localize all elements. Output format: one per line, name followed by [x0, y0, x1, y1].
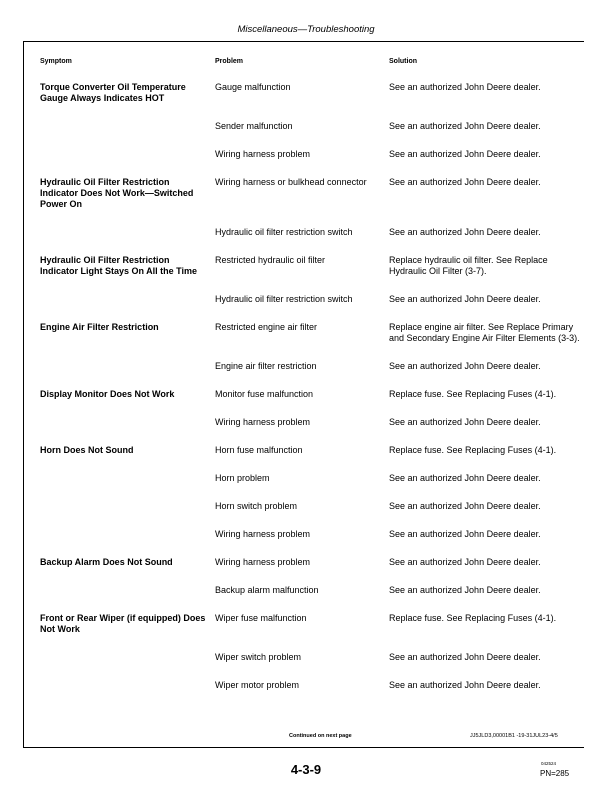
symptom-cell	[40, 417, 215, 428]
symptom-cell	[40, 361, 215, 372]
problem-cell: Wiring harness problem	[215, 417, 311, 427]
table-row	[40, 322, 584, 344]
page-number: 4-3-9	[290, 762, 322, 777]
table-row	[40, 149, 584, 160]
solution-cell: See an authorized John Deere dealer.	[389, 585, 541, 595]
column-header-solution: Solution	[389, 58, 417, 65]
problem-cell: Wiper fuse malfunction	[215, 613, 307, 623]
symptom-cell	[40, 501, 215, 512]
solution-cell: See an authorized John Deere dealer.	[389, 361, 541, 371]
solution-cell: See an authorized John Deere dealer.	[389, 529, 541, 539]
table-row	[40, 652, 584, 663]
document-code: JJ5JLD3,00001B1 -19-31JUL23-4/5	[470, 733, 558, 739]
solution-cell: See an authorized John Deere dealer.	[389, 557, 541, 567]
problem-cell: Sender malfunction	[215, 121, 293, 131]
symptom-cell	[40, 294, 215, 305]
symptom-cell: Backup Alarm Does Not Sound	[40, 557, 173, 567]
solution-cell: Replace fuse. See Replacing Fuses (4-1).	[389, 613, 557, 623]
problem-cell: Hydraulic oil filter restriction switch	[215, 294, 353, 304]
solution-cell: See an authorized John Deere dealer.	[389, 82, 541, 92]
symptom-cell	[40, 473, 215, 484]
problem-cell: Engine air filter restriction	[215, 361, 317, 371]
symptom-cell: Front or Rear Wiper (if equipped) Does Not Work	[40, 613, 206, 634]
solution-cell: See an authorized John Deere dealer.	[389, 417, 541, 427]
symptom-group	[40, 255, 584, 305]
table-row	[40, 529, 584, 540]
solution-cell: See an authorized John Deere dealer.	[389, 473, 541, 483]
page-pn: PN=285	[540, 769, 570, 778]
problem-cell: Wiper motor problem	[215, 680, 300, 690]
solution-cell: See an authorized John Deere dealer.	[389, 149, 541, 159]
symptom-group	[40, 557, 584, 596]
page-header-title: Miscellaneous—Troubleshooting	[237, 24, 375, 35]
problem-cell: Wiring harness or bulkhead connector	[215, 177, 367, 187]
table-row	[40, 121, 584, 132]
solution-cell: See an authorized John Deere dealer.	[389, 227, 541, 237]
symptom-cell: Hydraulic Oil Filter Restriction Indicator Light Stays On All the Time	[40, 255, 198, 276]
symptom-cell: Torque Converter Oil Temperature Gauge Always Indicates HOT	[40, 82, 186, 103]
table-row	[40, 255, 584, 277]
symptom-group	[40, 389, 584, 428]
solution-cell: See an authorized John Deere dealer.	[389, 501, 541, 511]
problem-cell: Backup alarm malfunction	[215, 585, 319, 595]
table-row	[40, 613, 584, 635]
symptom-cell	[40, 529, 215, 540]
symptom-group	[40, 82, 584, 160]
symptom-cell	[40, 227, 215, 238]
column-header-problem: Problem	[215, 58, 244, 65]
symptom-cell: Engine Air Filter Restriction	[40, 322, 159, 332]
table-row	[40, 680, 584, 691]
left-margin-rule	[23, 41, 24, 747]
symptom-cell: Horn Does Not Sound	[40, 445, 134, 455]
problem-cell: Wiring harness problem	[215, 529, 311, 539]
table-row	[40, 227, 584, 238]
solution-cell: See an authorized John Deere dealer.	[389, 680, 541, 690]
header-rule	[23, 41, 584, 42]
problem-cell: Horn problem	[215, 473, 270, 483]
problem-cell: Horn switch problem	[215, 501, 298, 511]
column-header-symptom: Symptom	[40, 58, 72, 65]
problem-cell: Restricted engine air filter	[215, 322, 318, 332]
symptom-cell	[40, 680, 215, 691]
table-row	[40, 389, 584, 400]
table-row	[40, 361, 584, 372]
problem-cell: Wiring harness problem	[215, 557, 311, 567]
table-row	[40, 82, 584, 104]
problem-cell: Horn fuse malfunction	[215, 445, 303, 455]
problem-cell: Hydraulic oil filter restriction switch	[215, 227, 353, 237]
symptom-group	[40, 613, 584, 691]
solution-cell: Replace hydraulic oil filter. See Replace Hydraulic Oil Filter (3-7).	[389, 255, 548, 276]
problem-cell: Monitor fuse malfunction	[215, 389, 314, 399]
symptom-cell	[40, 652, 215, 663]
table-row	[40, 445, 584, 456]
table-row	[40, 473, 584, 484]
symptom-group	[40, 322, 584, 372]
symptom-group	[40, 445, 584, 540]
table-row	[40, 294, 584, 305]
symptom-cell	[40, 149, 215, 160]
solution-cell: See an authorized John Deere dealer.	[389, 177, 541, 187]
table-row	[40, 177, 584, 210]
problem-cell: Wiper switch problem	[215, 652, 302, 662]
solution-cell: See an authorized John Deere dealer.	[389, 652, 541, 662]
symptom-cell: Display Monitor Does Not Work	[40, 389, 175, 399]
symptom-cell: Hydraulic Oil Filter Restriction Indicator Does Not Work—Switched Power On	[40, 177, 194, 209]
symptom-cell	[40, 121, 215, 132]
symptom-group	[40, 177, 584, 238]
troubleshooting-table	[40, 82, 584, 708]
symptom-cell	[40, 585, 215, 596]
table-row	[40, 585, 584, 596]
problem-cell: Wiring harness problem	[215, 149, 311, 159]
problem-cell: Gauge malfunction	[215, 82, 291, 92]
problem-cell: Restricted hydraulic oil filter	[215, 255, 326, 265]
solution-cell: Replace fuse. See Replacing Fuses (4-1).	[389, 445, 557, 455]
solution-cell: Replace fuse. See Replacing Fuses (4-1).	[389, 389, 557, 399]
table-row	[40, 417, 584, 428]
continued-note: Continued on next page	[289, 733, 352, 739]
date-code: 042524	[541, 761, 557, 766]
solution-cell: Replace engine air filter. See Replace Primary and Secondary Engine Air Filter Elements (3-3).	[389, 322, 580, 343]
solution-cell: See an authorized John Deere dealer.	[389, 121, 541, 131]
table-row	[40, 557, 584, 568]
footer-rule	[23, 747, 584, 748]
solution-cell: See an authorized John Deere dealer.	[389, 294, 541, 304]
table-row	[40, 501, 584, 512]
